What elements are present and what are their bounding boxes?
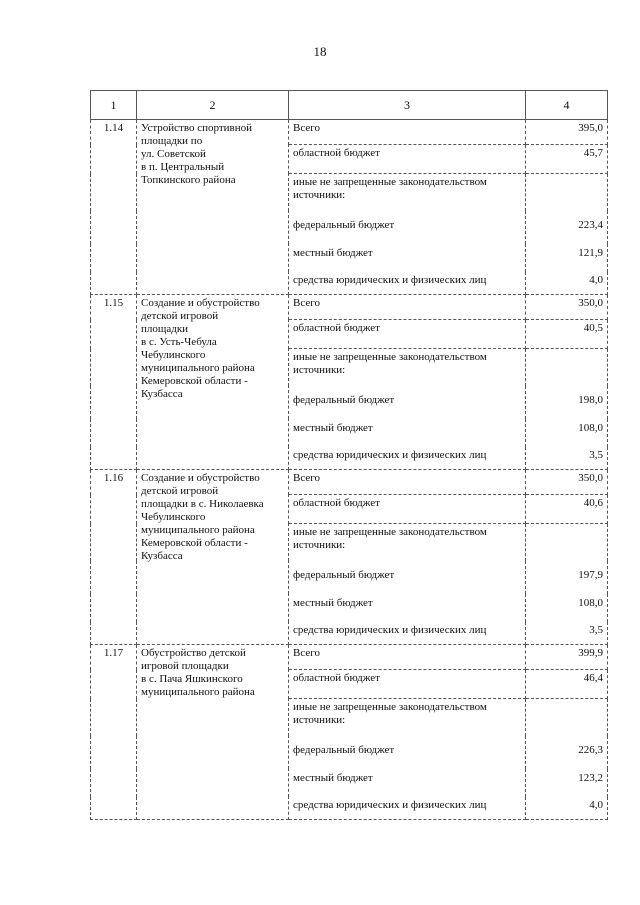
funding-source: федеральный бюджет xyxy=(289,386,526,419)
funding-value: 40,6 xyxy=(526,495,608,524)
page-number: 18 xyxy=(313,44,327,59)
funding-value: 226,3 xyxy=(526,736,608,769)
funding-value xyxy=(526,174,608,211)
table-row xyxy=(91,295,608,320)
funding-source: местный бюджет xyxy=(289,419,526,447)
funding-source: федеральный бюджет xyxy=(289,561,526,594)
funding-source: Всего xyxy=(289,120,526,145)
funding-source: федеральный бюджет xyxy=(289,211,526,244)
funding-source: областной бюджет xyxy=(289,495,526,524)
funding-source: областной бюджет xyxy=(289,670,526,699)
funding-value xyxy=(526,349,608,386)
funding-source: областной бюджет xyxy=(289,145,526,174)
funding-source: средства юридических и физических лиц xyxy=(289,447,526,470)
funding-value: 350,0 xyxy=(526,470,608,495)
funding-value: 45,7 xyxy=(526,145,608,174)
table-row xyxy=(91,120,608,145)
item-name: Создание и обустройство детской игровой площадки в с. Николаевка Чебулинского муниципального района Кемеровской области - Кузбасса xyxy=(137,470,289,645)
funding-value xyxy=(526,524,608,561)
funding-source: местный бюджет xyxy=(289,244,526,272)
funding-source: иные не запрещенные законодательством источники: xyxy=(289,174,526,211)
header-col-3: 3 xyxy=(289,91,526,120)
header-col-4: 4 xyxy=(526,91,608,120)
funding-table xyxy=(90,90,608,820)
item-number: 1.15 xyxy=(91,295,137,470)
funding-value: 3,5 xyxy=(526,447,608,470)
funding-source: местный бюджет xyxy=(289,769,526,797)
funding-source: средства юридических и физических лиц xyxy=(289,622,526,645)
item-number: 1.17 xyxy=(91,645,137,820)
funding-value: 3,5 xyxy=(526,622,608,645)
funding-source: Всего xyxy=(289,295,526,320)
item-number: 1.14 xyxy=(91,120,137,295)
funding-source: средства юридических и физических лиц xyxy=(289,272,526,295)
funding-value: 121,9 xyxy=(526,244,608,272)
funding-source: средства юридических и физических лиц xyxy=(289,797,526,820)
funding-value: 198,0 xyxy=(526,386,608,419)
funding-value: 223,4 xyxy=(526,211,608,244)
funding-source: иные не запрещенные законодательством источники: xyxy=(289,699,526,736)
funding-source: Всего xyxy=(289,645,526,670)
item-number: 1.16 xyxy=(91,470,137,645)
funding-source: федеральный бюджет xyxy=(289,736,526,769)
funding-value: 108,0 xyxy=(526,594,608,622)
funding-value xyxy=(526,699,608,736)
funding-value: 108,0 xyxy=(526,419,608,447)
funding-source: местный бюджет xyxy=(289,594,526,622)
funding-value: 46,4 xyxy=(526,670,608,699)
funding-value: 4,0 xyxy=(526,797,608,820)
item-name: Обустройство детской игровой площадки в с. Пача Яшкинского муниципального района xyxy=(137,645,289,820)
table-row xyxy=(91,470,608,495)
table-row xyxy=(91,645,608,670)
table-header-row xyxy=(91,91,608,120)
funding-value: 40,5 xyxy=(526,320,608,349)
funding-value: 4,0 xyxy=(526,272,608,295)
funding-source: иные не запрещенные законодательством источники: xyxy=(289,349,526,386)
header-col-2: 2 xyxy=(137,91,289,120)
funding-source: иные не запрещенные законодательством источники: xyxy=(289,524,526,561)
funding-value: 197,9 xyxy=(526,561,608,594)
funding-source: Всего xyxy=(289,470,526,495)
funding-value: 123,2 xyxy=(526,769,608,797)
funding-value: 399,9 xyxy=(526,645,608,670)
item-name: Устройство спортивной площадки по ул. Советской в п. Центральный Топкинского района xyxy=(137,120,289,295)
header-col-1: 1 xyxy=(91,91,137,120)
funding-value: 350,0 xyxy=(526,295,608,320)
funding-value: 395,0 xyxy=(526,120,608,145)
item-name: Создание и обустройство детской игровой площадки в с. Усть-Чебула Чебулинского муниципального района Кемеровской области - Кузбасса xyxy=(137,295,289,470)
funding-source: областной бюджет xyxy=(289,320,526,349)
